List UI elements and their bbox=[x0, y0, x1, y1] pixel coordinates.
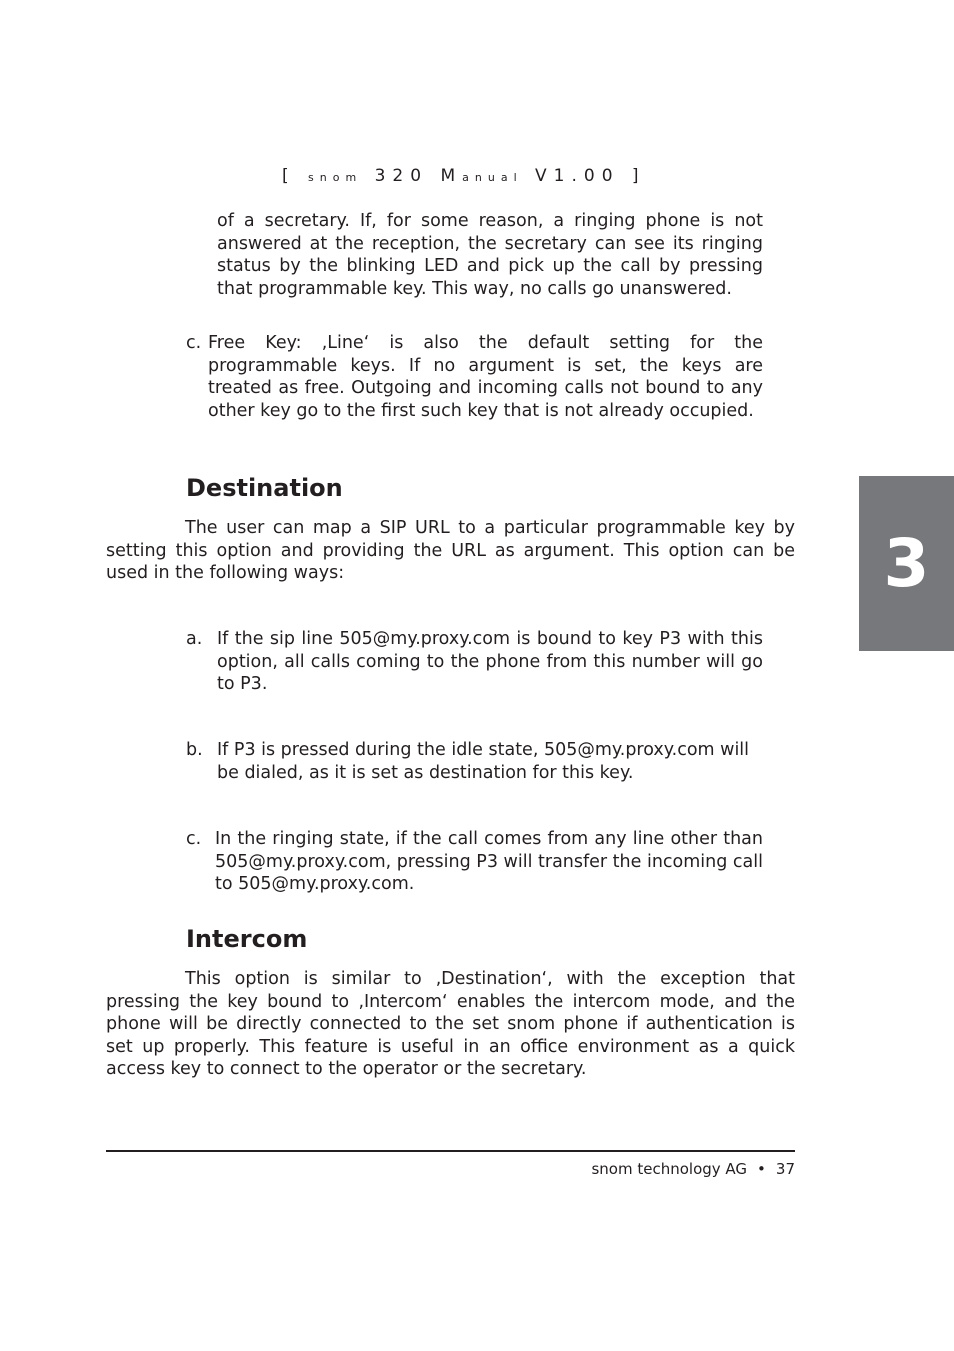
destination-body-text: The user can map a SIP URL to a particular programmable key by setting this option and providing the URL as argument. This option can be used in the following ways: bbox=[106, 518, 795, 583]
intercom-body-text: This option is similar to ‚Destination‘, with the exception that pressing the key bound to ‚Intercom‘ enables the intercom mode, and the phone will be directly connected to the set snom phone if authentication is set up properly. This feature is useful in an office environment as a quick access key to connect to the operator or the secretary. bbox=[106, 969, 795, 1079]
footer-bullet: • bbox=[757, 1160, 766, 1178]
footer-company: snom technology AG bbox=[591, 1160, 748, 1178]
list-item-text: In the ringing state, if the call comes from any line other than 505@my.proxy.com, pressing P3 will transfer the incoming call to 505@my.proxy.com. bbox=[215, 829, 763, 894]
header-manual-rest: anual bbox=[462, 171, 523, 184]
list-item-destination-c bbox=[186, 828, 763, 898]
header-manual-initial: M bbox=[440, 166, 463, 186]
list-item-destination-b bbox=[186, 739, 763, 787]
header-close-bracket: ] bbox=[631, 166, 646, 186]
chapter-tab: 3 bbox=[859, 476, 954, 651]
section-heading-intercom: Intercom bbox=[186, 925, 308, 953]
page-number: 37 bbox=[775, 1160, 795, 1178]
page-footer bbox=[591, 1160, 795, 1178]
header-manual bbox=[440, 166, 522, 186]
intro-continuation: of a secretary. If, for some reason, a ringing phone is not answered at the reception, the secretary can see its ringing status by the blinking LED and pick up the call by pressing that programmable key. This way, no calls go unanswered. bbox=[217, 211, 763, 299]
list-marker: c. bbox=[186, 829, 202, 849]
list-item-destination-a bbox=[186, 628, 763, 698]
header-model: 320 bbox=[374, 166, 429, 186]
header-version: V1.00 bbox=[535, 166, 620, 186]
destination-body bbox=[106, 517, 795, 585]
running-header bbox=[282, 166, 646, 186]
list-item-free-key bbox=[186, 332, 763, 447]
list-item-text: If P3 is pressed during the idle state, 505@my.proxy.com will be dialed, as it is set as destination for this key. bbox=[217, 740, 750, 783]
list-marker: c. bbox=[186, 333, 202, 353]
list-item-text: Free Key: ‚Line‘ is also the default setting for the programmable keys. If no argument is set, the keys are treated as free. Outgoing and incoming calls not bound to any other key go to the first such key that is not already occupied. bbox=[208, 333, 763, 421]
header-open-bracket: [ bbox=[282, 166, 296, 186]
footer-rule bbox=[106, 1150, 795, 1152]
list-marker: a. bbox=[186, 629, 203, 649]
list-marker: b. bbox=[186, 740, 203, 760]
intercom-body bbox=[106, 968, 795, 1081]
section-heading-destination: Destination bbox=[186, 474, 343, 502]
list-item-text: If the sip line 505@my.proxy.com is bound to key P3 with this option, all calls coming to the phone from this number will go to P3. bbox=[217, 629, 763, 694]
header-brand: snom bbox=[308, 171, 363, 184]
